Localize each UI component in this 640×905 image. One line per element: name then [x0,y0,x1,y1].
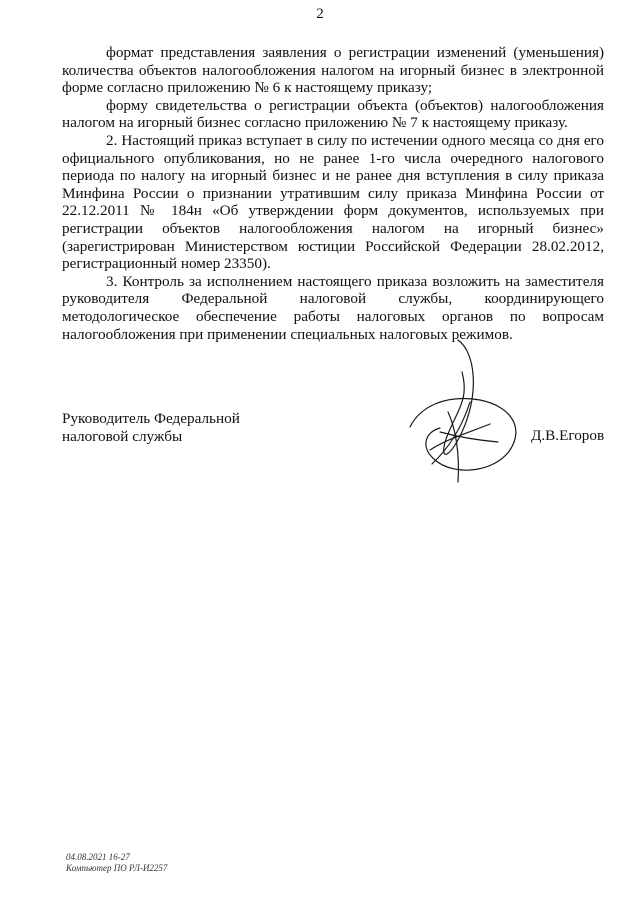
order-body-text [62,44,604,343]
signatory-title [62,410,240,446]
paragraph-appendix-6: формат представления заявления о регистрации изменений (уменьшения) количества объектов налогообложения налогом на игорный бизнес в электронной форме согласно приложению № 6 к настоящему приказу; [62,44,604,97]
paragraph-effective-date: 2. Настоящий приказ вступает в силу по истечении одного месяца со дня его официального опубликования, но не ранее 1-го числа очередного налогового периода по налогу на игорный бизнес и не ранее дня вступления в силу приказа Минфина России о признании утратившим силу приказа Минфина России от 22.12.2011 № 184н «Об утверждении форм документов, используемых при регистрации объектов налогообложения налогом на игорный бизнес» (зарегистрирован Министерством юстиции Российской Федерации 28.02.2012, регистрационный номер 23350). [62,131,604,273]
footer-date: 04.08.2021 16-27 [66,852,130,862]
page-number: 2 [316,6,324,22]
footer-stamp [66,852,167,874]
signatory-title-line1: Руководитель Федеральной [62,410,240,427]
footer-doc-ref: Компьютер ПО РЛ-И2257 [66,863,168,873]
paragraph-control: 3. Контроль за исполнением настоящего приказа возложить на заместителя руководителя Федеральной налоговой службы, координирующего методологическое обеспечение работы налоговых органов по вопросам налогообложения при применении специальных налоговых режимов. [62,272,604,343]
handwritten-signature-icon [400,332,540,492]
signatory-title-line2: налоговой службы [62,428,183,445]
signatory-name: Д.В.Егоров [531,427,605,444]
paragraph-appendix-7: форму свидетельства о регистрации объекта (объектов) налогообложения налогом на игорный бизнес согласно приложению № 7 к настоящему приказу. [62,96,604,132]
